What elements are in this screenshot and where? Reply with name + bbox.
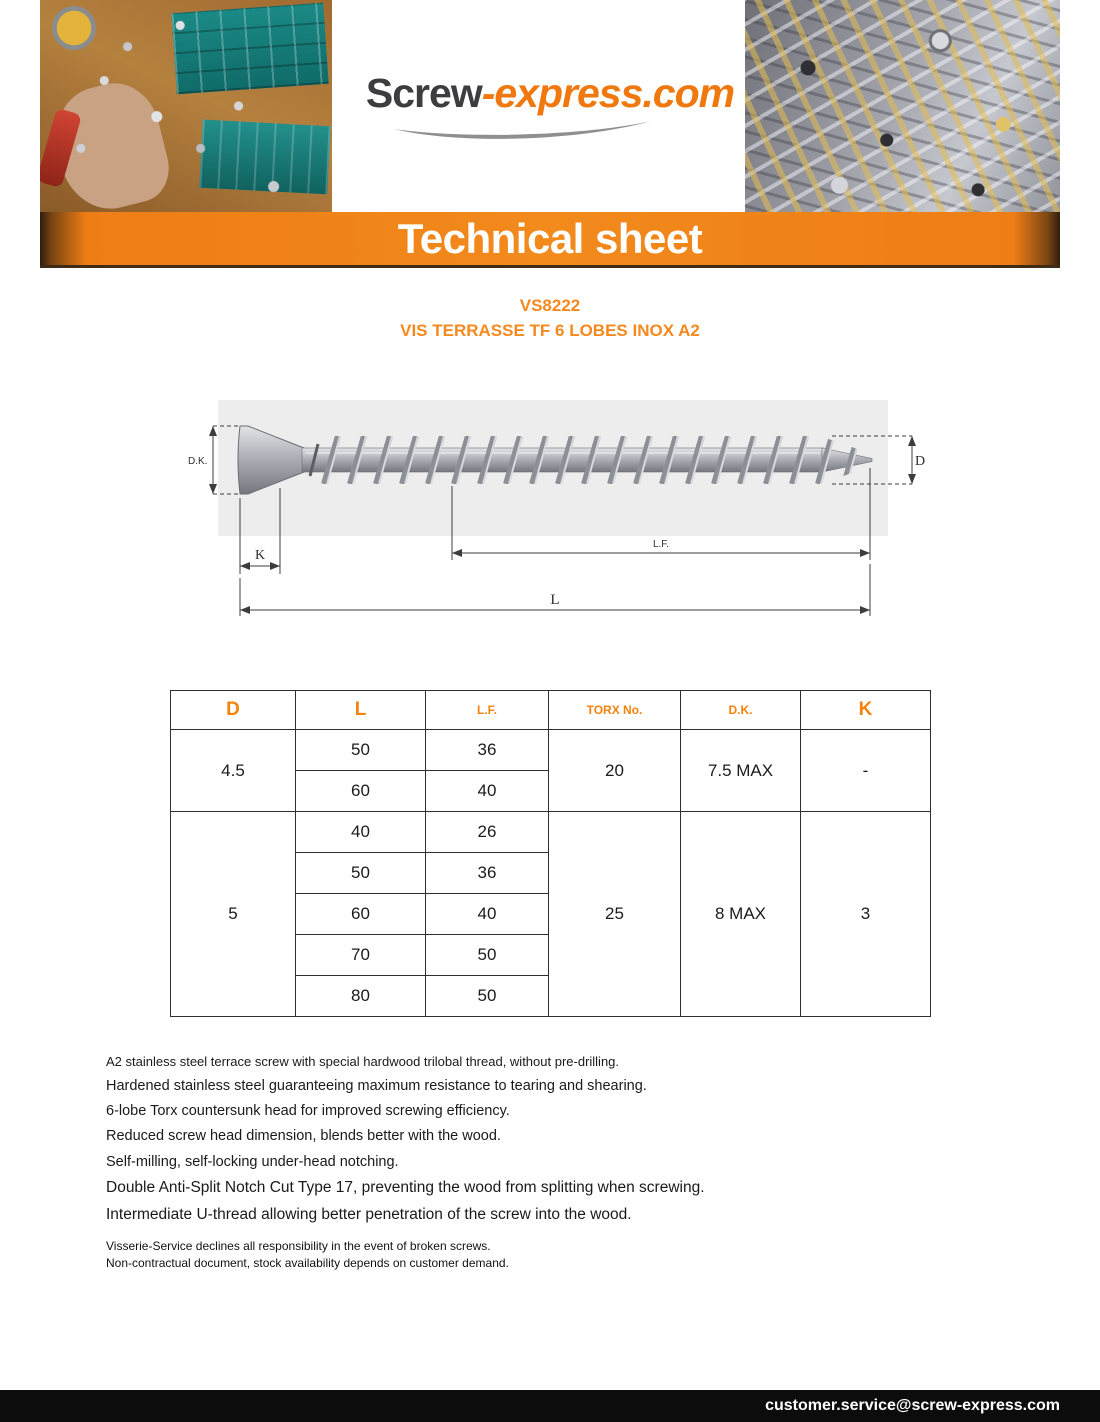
label-thread-length: L.F. — [652, 539, 670, 550]
description-line: 6-lobe Torx countersunk head for improved screwing efficiency. — [106, 1102, 510, 1119]
description-line: Reduced screw head dimension, blends better with the wood. — [106, 1128, 501, 1145]
cell-torx: 20 — [549, 730, 681, 812]
cell-l: 60 — [296, 771, 426, 812]
table-row — [171, 812, 931, 853]
header-cell-lf: L.F. — [426, 691, 549, 730]
product-description — [106, 1054, 1026, 1232]
cell-dk: 7.5 MAX — [681, 730, 801, 812]
logo — [340, 70, 760, 145]
product-name: VIS TERRASSE TF 6 LOBES INOX A2 — [400, 321, 700, 340]
logo-text — [340, 70, 760, 117]
banner-title: Technical sheet — [397, 214, 703, 262]
description-line: A2 stainless steel terrace screw with special hardwood trilobal thread, without pre-drilling. — [106, 1054, 620, 1069]
cell-k: 3 — [801, 812, 931, 1017]
screw-illustration — [238, 426, 872, 494]
product-ref: VS8222 — [519, 296, 581, 315]
logo-prefix: Screw — [365, 70, 482, 116]
cell-l: 80 — [296, 976, 426, 1017]
header-cell-dk: D.K. — [681, 691, 801, 730]
cell-lf: 50 — [426, 976, 549, 1017]
cell-l: 70 — [296, 935, 426, 976]
screw-diagram — [170, 398, 930, 633]
logo-suffix: -express.com — [481, 70, 735, 116]
disclaimer — [106, 1238, 509, 1272]
cell-d: 5 — [171, 812, 296, 1017]
workbench-photo — [40, 0, 332, 212]
cell-lf: 36 — [426, 853, 549, 894]
screw-pile-photo — [745, 0, 1060, 226]
footer-bar — [0, 1390, 1100, 1422]
screw-heads-texture — [745, 0, 1060, 226]
table-header-row — [171, 691, 931, 730]
cell-l: 60 — [296, 894, 426, 935]
cell-dk: 8 MAX — [681, 812, 801, 1017]
cell-lf: 40 — [426, 894, 549, 935]
logo-swoosh-icon — [390, 119, 655, 145]
header-cell-torx: TORX No. — [549, 691, 681, 730]
description-line: Double Anti-Split Notch Cut Type 17, preventing the wood from splitting when screwing. — [106, 1179, 705, 1197]
header-cell-l: L — [296, 691, 426, 730]
label-head-height: K — [254, 548, 266, 563]
description-line: Hardened stainless steel guaranteeing maximum resistance to tearing and shearing. — [106, 1077, 647, 1094]
banner — [40, 212, 1060, 268]
cell-k: - — [801, 730, 931, 812]
header-cell-d: D — [171, 691, 296, 730]
footer-email: customer.service@screw-express.com — [765, 1397, 1060, 1414]
description-line: Self-milling, self-locking under-head notching. — [106, 1153, 399, 1170]
cell-l: 40 — [296, 812, 426, 853]
disclaimer-line: Visserie-Service declines all responsibility in the event of broken screws. — [106, 1239, 491, 1253]
cell-l: 50 — [296, 730, 426, 771]
cell-torx: 25 — [549, 812, 681, 1017]
table-row — [171, 730, 931, 771]
label-head-diameter: D.K. — [188, 456, 208, 467]
cell-l: 50 — [296, 853, 426, 894]
cell-d: 4.5 — [171, 730, 296, 812]
description-line: Intermediate U-thread allowing better penetration of the screw into the wood. — [106, 1205, 632, 1223]
cell-lf: 40 — [426, 771, 549, 812]
cell-lf: 26 — [426, 812, 549, 853]
dimensions-table — [170, 690, 931, 1017]
disclaimer-line: Non-contractual document, stock availability depends on customer demand. — [106, 1256, 509, 1270]
scattered-screws-texture — [40, 0, 332, 212]
label-diameter: D — [914, 454, 926, 469]
header-cell-k: K — [801, 691, 931, 730]
cell-lf: 50 — [426, 935, 549, 976]
label-total-length: L — [550, 592, 560, 608]
cell-lf: 36 — [426, 730, 549, 771]
